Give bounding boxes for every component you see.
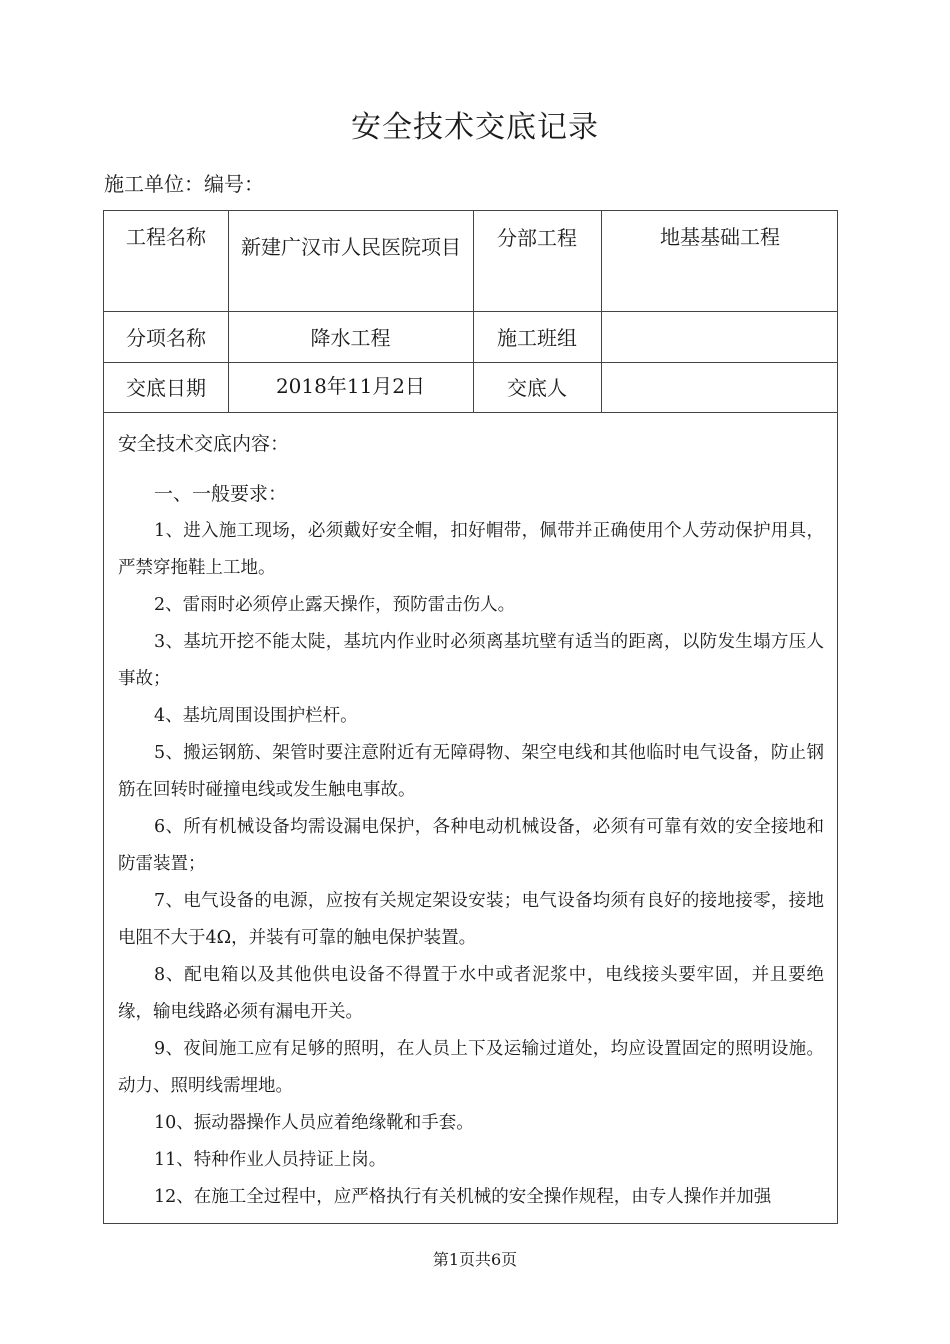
requirement-item: 9、夜间施工应有足够的照明，在人员上下及运输过道处，均应设置固定的照明设施。动力、照明线需埋地。	[118, 1039, 824, 1096]
requirement-item: 12、在施工全过程中，应严格执行有关机械的安全操作规程，由专人操作并加强	[154, 1187, 772, 1207]
subitem-label: 分项名称	[126, 326, 206, 350]
date-value: 2018年11月2日	[275, 374, 426, 398]
requirement-item: 6、所有机械设备均需设漏电保护，各种电动机械设备，必须有可靠有效的安全接地和防雷装置；	[118, 817, 824, 874]
disclosure-table	[103, 210, 838, 1224]
requirement-item: 1、进入施工现场，必须戴好安全帽，扣好帽带，佩带并正确使用个人劳动保护用具，严禁穿拖鞋上工地。	[118, 521, 824, 578]
division-value: 地基基础工程	[660, 225, 780, 249]
page-footer: 第1页共6页	[432, 1250, 518, 1269]
document-title: 安全技术交底记录	[351, 110, 599, 145]
subitem-value: 降水工程	[310, 326, 391, 350]
unit-number-line: 施工单位：编号：	[104, 172, 264, 196]
date-label: 交底日期	[126, 376, 206, 400]
discloser-label: 交底人	[507, 376, 567, 400]
row-divider	[104, 362, 837, 363]
content-heading: 安全技术交底内容：	[118, 433, 290, 455]
section-title: 一、一般要求：	[154, 483, 288, 505]
project-name-label: 工程名称	[126, 225, 206, 249]
row-divider	[104, 412, 837, 413]
requirement-item: 11、特种作业人员持证上岗。	[154, 1150, 387, 1170]
project-name-value: 新建广汉市人民医院项目	[241, 235, 461, 259]
requirement-item: 3、基坑开挖不能太陡，基坑内作业时必须离基坑壁有适当的距离，以防发生塌方压人事故；	[118, 632, 824, 689]
requirement-item: 7、电气设备的电源，应按有关规定架设安装；电气设备均须有良好的接地接零，接地电阻不大于4Ω，并装有可靠的触电保护装置。	[118, 891, 824, 948]
division-label: 分部工程	[497, 226, 577, 250]
requirement-item: 2、雷雨时必须停止露天操作，预防雷击伤人。	[154, 595, 516, 615]
requirement-item: 8、配电箱以及其他供电设备不得置于水中或者泥浆中，电线接头要牢固，并且要绝缘，输电线路必须有漏电开关。	[118, 965, 824, 1022]
requirement-item: 5、搬运钢筋、架管时要注意附近有无障碍物、架空电线和其他临时电气设备，防止钢筋在回转时碰撞电线或发生触电事故。	[118, 743, 824, 800]
team-label: 施工班组	[497, 326, 577, 350]
requirement-item: 4、基坑周围设围护栏杆。	[154, 706, 358, 726]
requirement-item: 10、振动器操作人员应着绝缘靴和手套。	[154, 1113, 474, 1133]
disclosure-content	[118, 425, 824, 1216]
row-divider	[104, 311, 837, 312]
